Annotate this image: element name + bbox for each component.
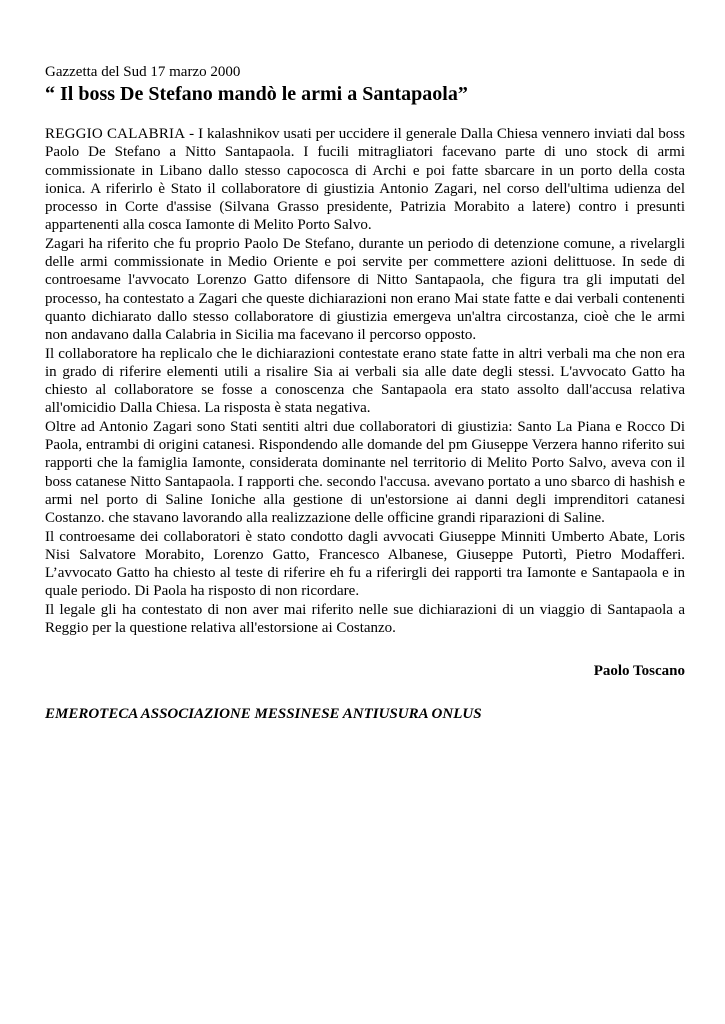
- article-paragraph: Il legale gli ha contestato di non aver mai riferito nelle sue dichiarazioni di un viaggio di Santapaola a Reggio per la questione relativa all'estorsione ai Costanzo.: [45, 601, 685, 637]
- article-headline: “ Il boss De Stefano mandò le armi a Santapaola”: [45, 83, 468, 105]
- article-paragraph: Oltre ad Antonio Zagari sono Stati sentiti altri due collaboratori di giustizia: Santo La Piana e Rocco Di Paola, entrambi di origini catanesi. Rispondendo alle domande del pm Giuseppe Verzera hanno riferito sui rapporti che la famiglia Iamonte, considerata dominante nel territorio di Melito Porto Salvo, aveva con il boss catanese Nitto Santapaola. I rapporti che. secondo l'accusa. avevano portato a uno sbarco di hashish e armi nel porto di Saline Ioniche alla gestione di un'estorsione ai danni degli imprenditori catanesi Costanzo. che stavano lavorando alla realizzazione delle officine grandi riparazioni di Saline.: [45, 418, 685, 527]
- article-paragraph-text: - I kalashnikov usati per uccidere il generale Dalla Chiesa vennero inviati dal boss Paolo De Stefano a Nitto Santapaola. I fucili mitragliatori facevano parte di uno stock di armi commissionate in Libano dallo stesso capocosca di Archi e poi fatte sbarcare in un porto della costa ionica. A riferirlo è Stato il collaboratore di giustizia Antonio Zagari, nel corso dell'ultima udienza del processo in Corte d'assise (Silvana Grasso presidente, Patrizia Morabito a latere) contro i presunti appartenenti alla cosca Iamonte di Melito Porto Salvo.: [45, 126, 685, 234]
- footer-organization: EMEROTECA ASSOCIAZIONE MESSINESE ANTIUSURA ONLUS: [45, 706, 482, 723]
- article-source: Gazzetta del Sud 17 marzo 2000: [45, 64, 241, 80]
- article-dateline: REGGIO CALABRIA: [45, 126, 186, 142]
- article-paragraph: Zagari ha riferito che fu proprio Paolo De Stefano, durante un periodo di detenzione comune, a rivelargli delle armi commissionate in Medio Oriente e poi servite per commettere azioni delittuose. In sede di controesame l'avvocato Lorenzo Gatto difensore di Nitto Santapaola, che figura tra gli imputati del processo, ha contestato a Zagari che queste dichiarazioni non erano Mai state fatte e dai verbali contenenti quanto dichiarato dallo stesso collaboratore di giustizia emergeva un'altra circostanza, cioè che le armi non andavano dalla Calabria in Sicilia ma facevano il percorso opposto.: [45, 235, 685, 344]
- article-body: [45, 125, 685, 637]
- article-author: Paolo Toscano: [593, 663, 685, 680]
- article-paragraph: Il collaboratore ha replicalo che le dichiarazioni contestate erano state fatte in altri verbali ma che non era in grado di riferire elementi utili a risalire Sia ai verbali sia alle date degli stessi. L'avvocato Gatto ha chiesto al collaboratore se fosse a conoscenza che Santapaola era stato assolto dall'accusa relativa all'omicidio Dalla Chiesa. La risposta è stata negativa.: [45, 345, 685, 417]
- article-paragraph: Il controesame dei collaboratori è stato condotto dagli avvocati Giuseppe Minniti Umberto Abate, Loris Nisi Salvatore Morabito, Lorenzo Gatto, Francesco Albanese, Giuseppe Putortì, Pietro Modafferi. L’avvocato Gatto ha chiesto al teste di riferire eh fu a riferirgli dei rapporti tra Iamonte e Santapaola e in quale periodo. Di Paola ha risposto di non ricordare.: [45, 528, 685, 600]
- article-paragraph: [45, 125, 685, 235]
- article-page: [45, 62, 685, 724]
